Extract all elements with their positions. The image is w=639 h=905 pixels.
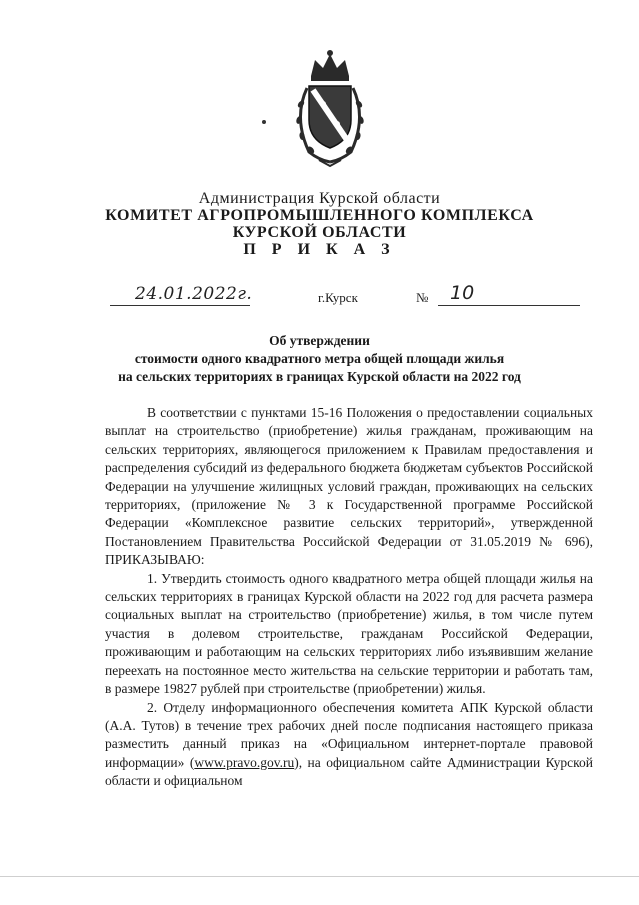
handwritten-order-number: 10: [450, 282, 475, 304]
city-label: г.Курск: [318, 290, 358, 305]
number-underline: [438, 305, 580, 306]
order-title-line-2: стоимости одного квадратного метра общей площади жилья: [134, 351, 505, 366]
clause-2-paragraph: [105, 699, 593, 791]
issuer-region: КУРСКОЙ ОБЛАСТИ: [232, 224, 407, 241]
issuer-administration: Администрация Курской области: [198, 190, 441, 207]
pravo-gov-link[interactable]: www.pravo.gov.ru: [194, 754, 295, 770]
issuer-committee: КОМИТЕТ АГРОПРОМЫШЛЕННОГО КОМПЛЕКСА: [105, 207, 534, 224]
scan-edge-line: [0, 876, 639, 877]
coat-of-arms-emblem: [289, 48, 371, 168]
clause-2-text-start: 2. Отделу информационного обеспечения комитета АПК Курской области (А.А. Тутов) в течение трех рабочих дней после подписания настоящего приказа разместить данный приказ на «Официальном интернет-портале правовой информации» (: [105, 699, 593, 770]
preamble-paragraph: В соответствии с пунктами 15-16 Положения о предоставлении социальных выплат на строительство (приобретение) жилья гражданам, проживающим на сельских территориях, являющегося приложением к Правилам предоставления и распределения субсидий из федерального бюджета бюджетам субъектов Российской Федерации на улучшение жилищных условий граждан, проживающих на сельских территориях, (приложение № 3 к Государственной программе Российской Федерации «Комплексное развитие сельских территорий», утвержденной Постановлением Правительства Российской Федерации от 31.05.2019 № 696), ПРИКАЗЫВАЮ:: [105, 405, 593, 568]
document-type-heading: П Р И К А З: [243, 241, 396, 258]
order-title-line-3: на сельских территориях в границах Курской области на 2022 год: [118, 369, 521, 384]
date-underline: [110, 305, 250, 306]
clause-2-text-end: ), на официальном сайте Администрации Курской области и официальном: [105, 754, 593, 789]
number-sign: №: [416, 290, 429, 305]
order-body: [105, 404, 593, 791]
handwritten-date: 24.01.2022г.: [135, 284, 253, 304]
order-title-line-1: Об утверждении: [269, 333, 370, 348]
scan-speck: [262, 120, 266, 124]
clause-1-paragraph: 1. Утвердить стоимость одного квадратного метра общей площади жилья на сельских территориях в границах Курской области на 2022 год для расчета размера социальных выплат на строительство (приобретение) жилья, в том числе путем участия в долевом строительстве, гражданам Российской Федерации, проживающим и работающим на сельских территориях либо изъявившим желание переехать на постоянное место жительства на сельские территории и работать там, в размере 19827 рублей при строительстве (приобретении) жилья.: [105, 570, 593, 697]
